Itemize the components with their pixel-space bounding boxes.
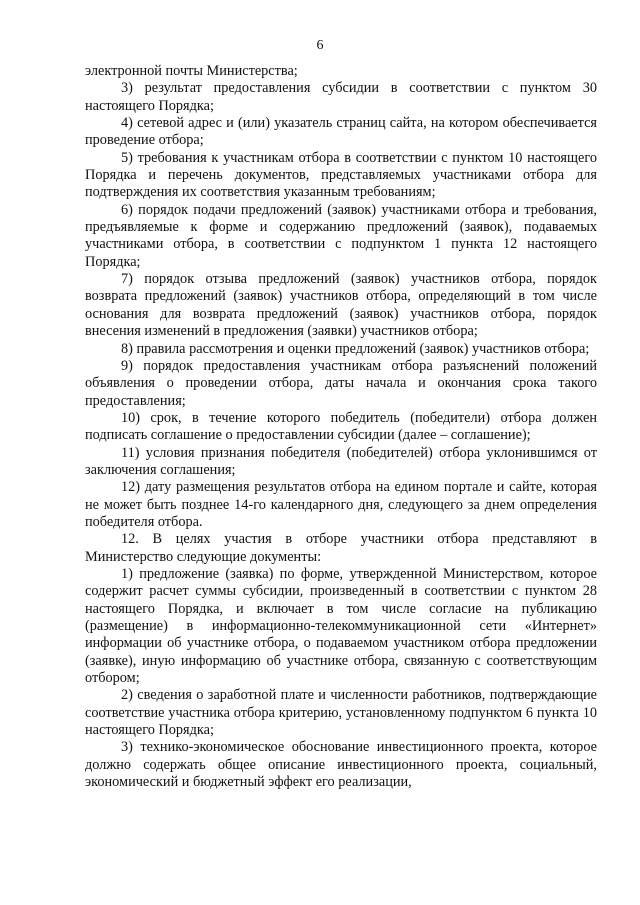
list-item-3: 3) результат предоставления субсидии в соответствии с пунктом 30 настоящего Порядка; [85, 80, 597, 114]
document-item-2: 2) сведения о заработной плате и численности работников, подтверждающие соответствие участника отбора критерию, установленному подпунктом 6 пункта 10 настоящего Порядка; [85, 687, 597, 739]
document-item-1: 1) предложение (заявка) по форме, утвержденной Министерством, которое содержит расчет суммы субсидии, произведенный в соответствии с пунктом 28 настоящего Порядка, и включает в том числе согласие на публикацию (размещение) в информационно-телекоммуникационной сети «Интернет» информации об участнике отбора, о подаваемом участником отбора предложении (заявке), иную информацию об участнике отбора, связанную с соответствующим отбором; [85, 565, 597, 687]
list-item-4: 4) сетевой адрес и (или) указатель страниц сайта, на котором обеспечивается проведение отбора; [85, 115, 597, 149]
paragraph-continuation: электронной почты Министерства; [85, 63, 298, 79]
list-item-11: 11) условия признания победителя (победителей) отбора уклонившимся от заключения соглашения; [85, 444, 597, 478]
list-item-8: 8) правила рассмотрения и оценки предложений (заявок) участников отбора; [121, 340, 590, 357]
list-item-6: 6) порядок подачи предложений (заявок) участниками отбора и требования, предъявляемые к форме и содержанию предложений (заявок), подаваемых участниками отбора, в соответствии с подпунктом 1 пункта 12 настоящего Порядка; [85, 201, 597, 270]
section-12-paragraph: 12. В целях участия в отборе участники отбора представляют в Министерство следующие документы: [85, 531, 597, 565]
list-item-9: 9) порядок предоставления участникам отбора разъяснений положений объявления о проведении отбора, даты начала и окончания срока такого предоставления; [85, 357, 597, 409]
document-body [85, 63, 597, 791]
list-item-5: 5) требования к участникам отбора в соответствии с пунктом 10 настоящего Порядка и перечень документов, представляемых участниками отбора для подтверждения их соответствия указанным требованиям; [85, 149, 597, 201]
page-number: 6 [316, 38, 324, 53]
list-item-7: 7) порядок отзыва предложений (заявок) участников отбора, порядок возврата предложений (заявок) участников отбора, определяющий в том числе основания для возврата предложений (заявок) участников отбора, порядок внесения изменений в предложения (заявки) участников отбора; [85, 271, 597, 340]
list-item-10: 10) срок, в течение которого победитель (победители) отбора должен подписать соглашение о предоставлении субсидии (далее – соглашение); [85, 409, 597, 444]
document-item-3: 3) технико-экономическое обоснование инвестиционного проекта, которое должно содержать общее описание инвестиционного проекта, социальный, экономический и бюджетный эффект его реализации, [85, 739, 597, 791]
list-item-12: 12) дату размещения результатов отбора на едином портале и сайте, которая не может быть позднее 14-го календарного дня, следующего за днем определения победителя отбора. [85, 479, 597, 530]
